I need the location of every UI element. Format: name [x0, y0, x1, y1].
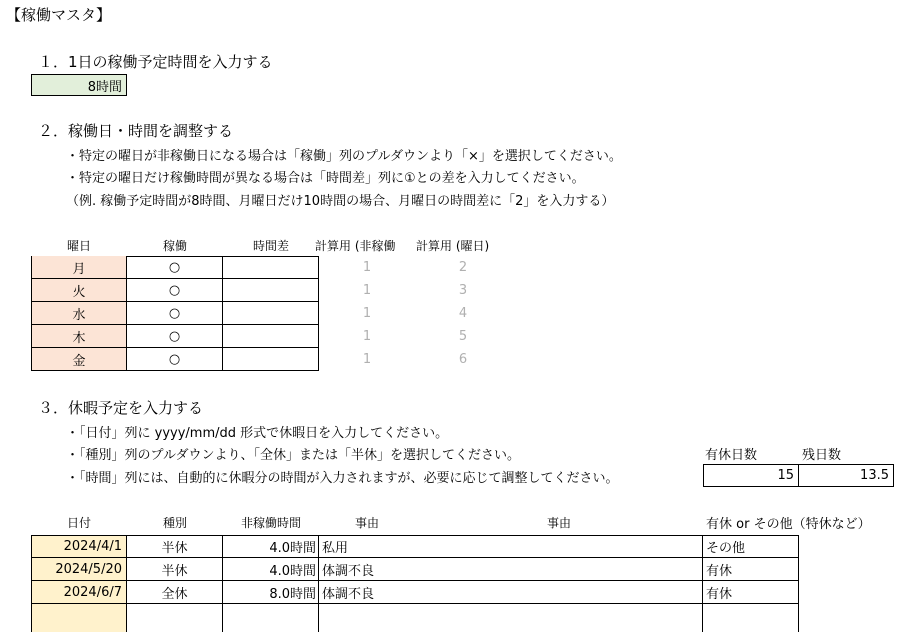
section3-note-3: ・「時間」列には、自動的に休暇分の時間が入力されますが、必要に応じて調整してください。	[66, 471, 619, 486]
section2-note-1: ・特定の曜日が非稼働日になる場合は「稼働」列のプルダウンより「×」を選択してください。	[66, 149, 622, 164]
paid-leave-days: 15	[703, 464, 799, 487]
active-select[interactable]: ○	[127, 302, 223, 325]
leave-hours-input[interactable]: 4.0時間	[223, 558, 319, 581]
calc2-cell: 4	[458, 306, 468, 321]
leave-category-select[interactable]: 有休	[703, 558, 799, 581]
leave-reason-input[interactable]: 私用	[319, 535, 703, 558]
calc2-cell: 3	[458, 283, 468, 298]
diff-input[interactable]	[223, 348, 319, 371]
leave-type-select[interactable]: 半休	[127, 535, 223, 558]
section2-heading: ２．稼働日・時間を調整する	[38, 122, 234, 140]
header-active: 稼働	[162, 238, 187, 253]
leave-reason-input[interactable]	[319, 604, 703, 632]
active-select[interactable]: ○	[127, 325, 223, 348]
leave-hours-input[interactable]: 4.0時間	[223, 535, 319, 558]
day-cell: 月	[31, 256, 127, 279]
remaining-days: 13.5	[798, 464, 894, 487]
leave-reason-input[interactable]: 体調不良	[319, 581, 703, 604]
header-hours: 非稼働時間	[240, 515, 301, 530]
leave-type-select[interactable]: 半休	[127, 558, 223, 581]
header-type: 種別	[162, 515, 187, 530]
header-day: 曜日	[66, 238, 91, 253]
day-cell: 木	[31, 325, 127, 348]
header-category: 有休 or その他（特休など）	[706, 516, 871, 532]
leave-date-input[interactable]	[31, 604, 127, 632]
header-date: 日付	[66, 515, 91, 530]
section1-heading: １．1日の稼働予定時間を入力する	[38, 53, 273, 71]
remaining-label: 残日数	[802, 448, 842, 463]
diff-input[interactable]	[223, 302, 319, 325]
paid-leave-label: 有休日数	[705, 448, 758, 463]
day-cell: 火	[31, 279, 127, 302]
active-select[interactable]: ○	[127, 279, 223, 302]
daily-hours-input[interactable]: 8時間	[31, 74, 127, 96]
calc2-cell: 2	[458, 260, 468, 275]
diff-input[interactable]	[223, 256, 319, 279]
calc1-cell: 1	[362, 283, 372, 298]
calc1-cell: 1	[362, 260, 372, 275]
calc2-cell: 5	[458, 329, 468, 344]
section3-note-1: ・「日付」列に yyyy/mm/dd 形式で休暇日を入力してください。	[66, 426, 449, 441]
leave-date-input[interactable]: 2024/6/7	[31, 581, 127, 604]
section2-note-3: （例. 稼働予定時間が8時間、月曜日だけ10時間の場合、月曜日の時間差に「2」を入力する）	[66, 194, 615, 209]
header-diff: 時間差	[252, 238, 289, 253]
leave-reason-input[interactable]: 体調不良	[319, 558, 703, 581]
leave-category-select[interactable]	[703, 604, 799, 632]
leave-hours-input[interactable]	[223, 604, 319, 632]
active-select[interactable]: ○	[127, 256, 223, 279]
diff-input[interactable]	[223, 325, 319, 348]
header-calc2: 計算用 (曜日)	[416, 238, 490, 253]
header-calc1: 計算用 (非稼働	[315, 238, 396, 253]
section2-note-2: ・特定の曜日だけ稼働時間が異なる場合は「時間差」列に①との差を入力してください。	[66, 171, 585, 186]
section3-heading: ３．休暇予定を入力する	[38, 399, 204, 417]
section3-note-2: ・「種別」列のプルダウンより、「全休」または「半休」を選択してください。	[66, 448, 520, 463]
leave-date-input[interactable]: 2024/4/1	[31, 535, 127, 558]
active-select[interactable]: ○	[127, 348, 223, 371]
diff-input[interactable]	[223, 279, 319, 302]
day-cell: 金	[31, 348, 127, 371]
calc1-cell: 1	[362, 352, 372, 367]
page-title: 【稼働マスタ】	[6, 6, 112, 24]
leave-hours-input[interactable]: 8.0時間	[223, 581, 319, 604]
header-reason: 事由	[354, 515, 379, 530]
leave-type-select[interactable]	[127, 604, 223, 632]
calc1-cell: 1	[362, 306, 372, 321]
header-reason-2: 事由	[546, 515, 571, 530]
leave-category-select[interactable]: その他	[703, 535, 799, 558]
calc1-cell: 1	[362, 329, 372, 344]
leave-category-select[interactable]: 有休	[703, 581, 799, 604]
leave-type-select[interactable]: 全休	[127, 581, 223, 604]
leave-date-input[interactable]: 2024/5/20	[31, 558, 127, 581]
calc2-cell: 6	[458, 352, 468, 367]
day-cell: 水	[31, 302, 127, 325]
